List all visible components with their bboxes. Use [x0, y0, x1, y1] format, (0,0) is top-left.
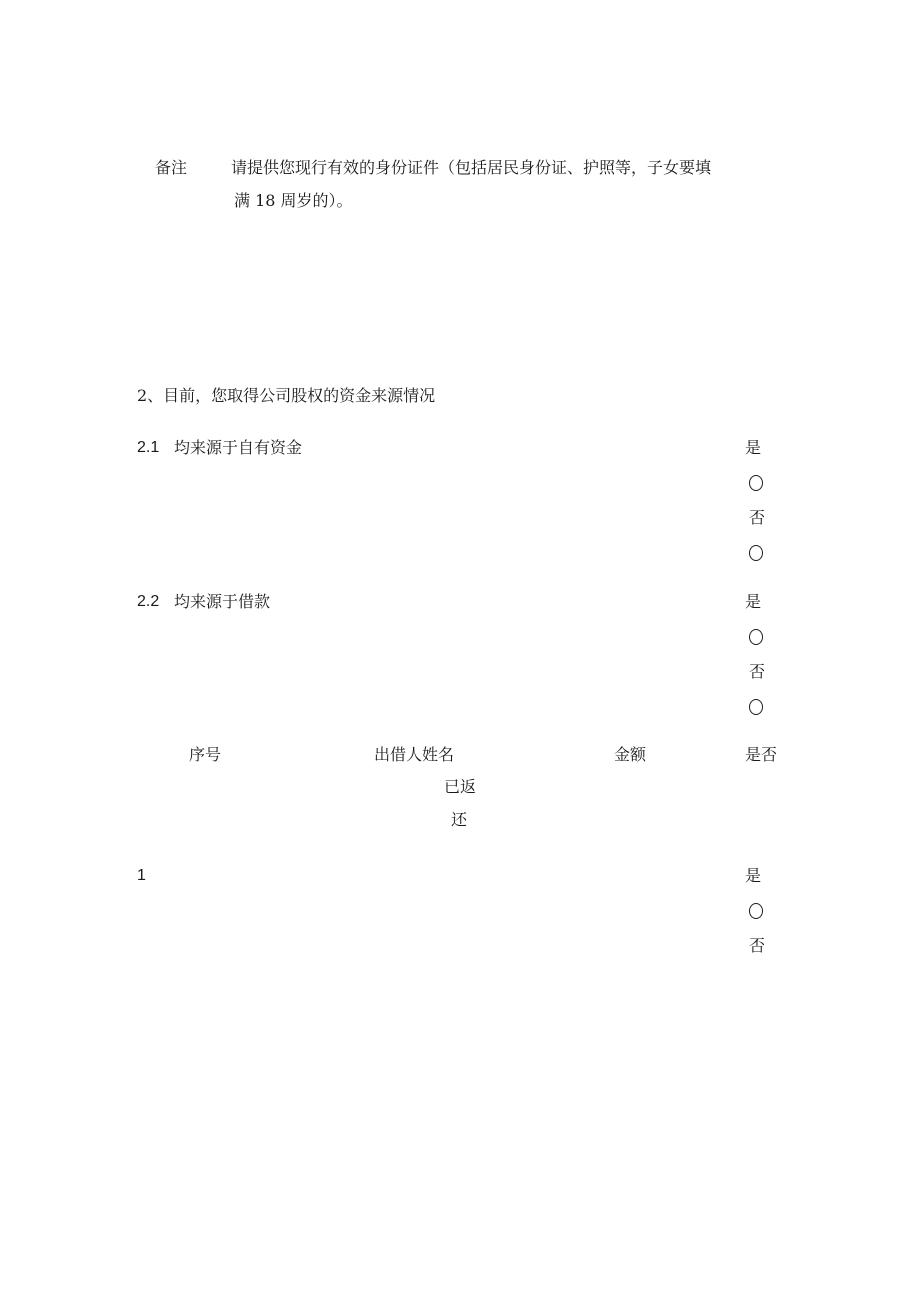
table-header-repaid-line2: 已返: [444, 777, 477, 796]
question-2-1-no-radio[interactable]: [749, 545, 763, 561]
table-header-repaid-line3: 还: [451, 810, 468, 829]
table-row-1-yes-label: 是: [745, 866, 762, 885]
section-title: 2、目前，您取得公司股权的资金来源情况: [137, 386, 436, 405]
remark-text-line1: 请提供您现行有效的身份证件（包括居民身份证、护照等，子女要填: [231, 158, 712, 177]
question-2-1-label: 均来源于自有资金: [174, 438, 303, 457]
question-2-2-no-label: 否: [749, 662, 766, 681]
table-header-seq: 序号: [189, 745, 222, 764]
table-row-1-seq: 1: [137, 867, 146, 884]
question-2-2-yes-radio[interactable]: [749, 629, 763, 645]
question-2-2-no-radio[interactable]: [749, 699, 763, 715]
table-header-lender: 出借人姓名: [374, 745, 455, 764]
question-2-2-number: 2.2: [137, 593, 160, 610]
table-row-1-no-label: 否: [749, 936, 766, 955]
question-2-1-no-label: 否: [749, 508, 766, 527]
table-row-1-yes-radio[interactable]: [749, 903, 763, 919]
remark-label: 备注: [155, 158, 188, 177]
question-2-2-yes-label: 是: [745, 592, 762, 611]
question-2-1-number: 2.1: [137, 439, 160, 456]
table-header-amount: 金额: [614, 745, 647, 764]
table-header-repaid-line1: 是否: [745, 745, 778, 764]
question-2-1-yes-label: 是: [745, 438, 762, 457]
question-2-2-label: 均来源于借款: [174, 592, 271, 611]
question-2-1-yes-radio[interactable]: [749, 475, 763, 491]
remark-text-line2: 满 18 周岁的）。: [234, 191, 353, 210]
